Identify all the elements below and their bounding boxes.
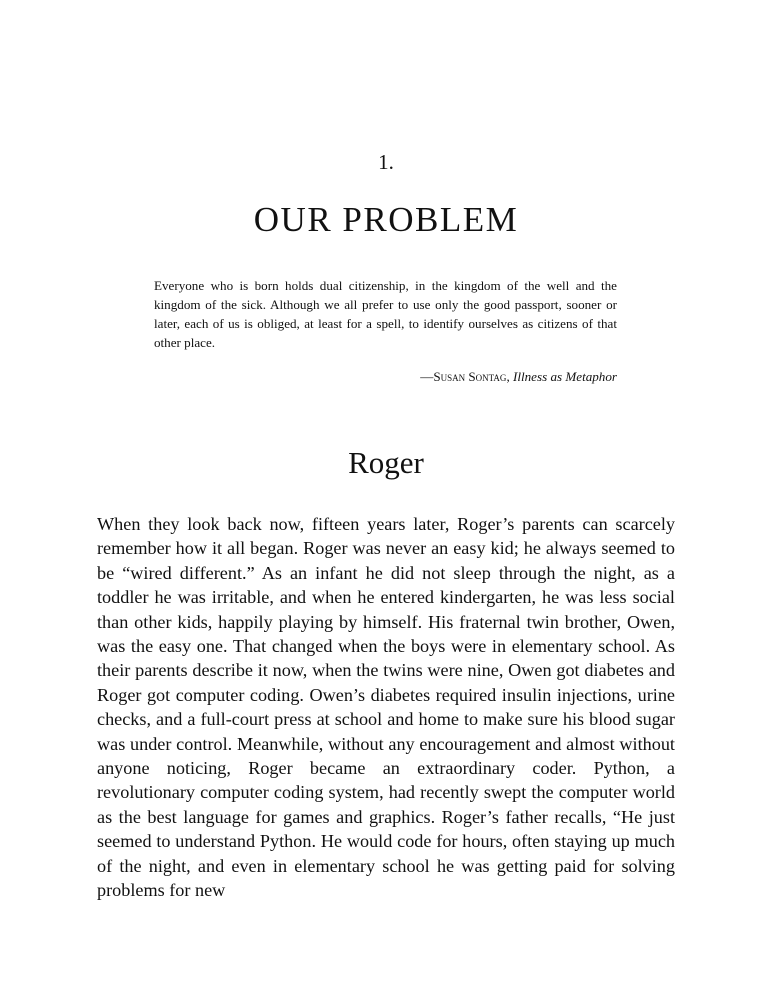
attribution-author: Susan Sontag [433,369,507,384]
attribution-dash: — [420,369,434,384]
chapter-number: 1. [378,150,394,174]
chapter-title: OUR PROBLEM [253,200,519,239]
attribution-separator: , [506,369,513,384]
section-title: Roger [348,445,424,480]
attribution-source: Illness as Metaphor [512,369,617,384]
epigraph-quote: Everyone who is born holds dual citizenship, in the kingdom of the well and the kingdom of the sick. Although we all prefer to use only the good passport, sooner or later, each of us is obliged, at least for a spell, to identify ourselves as citizens of that other place. [154,278,617,350]
body-paragraph: When they look back now, fifteen years later, Roger’s parents can scarcely remember how it all began. Roger was never an easy kid; he always seemed to be “wired different.” As an infant he did not sleep through the night, as a toddler he was irritable, and when he entered kindergarten, he was less social than other kids, happily playing by himself. His fraternal twin brother, Owen, was the easy one. That changed when the boys were in elementary school. As their parents describe it now, when the twins were nine, Owen got diabetes and Roger got computer coding. Owen’s diabetes required insulin injections, urine checks, and a full-court press at school and home to make sure his blood sugar was under control. Meanwhile, without any encouragement and almost without anyone noticing, Roger became an extraordinary coder. Python, a revolutionary computer coding system, had recently swept the computer world as the best language for games and graphics. Roger’s father recalls, “He just seemed to understand Python. He would code for hours, often staying up much of the night, and even in elementary school he was getting paid for solving problems for new [97,514,675,901]
epigraph-attribution [154,368,617,386]
